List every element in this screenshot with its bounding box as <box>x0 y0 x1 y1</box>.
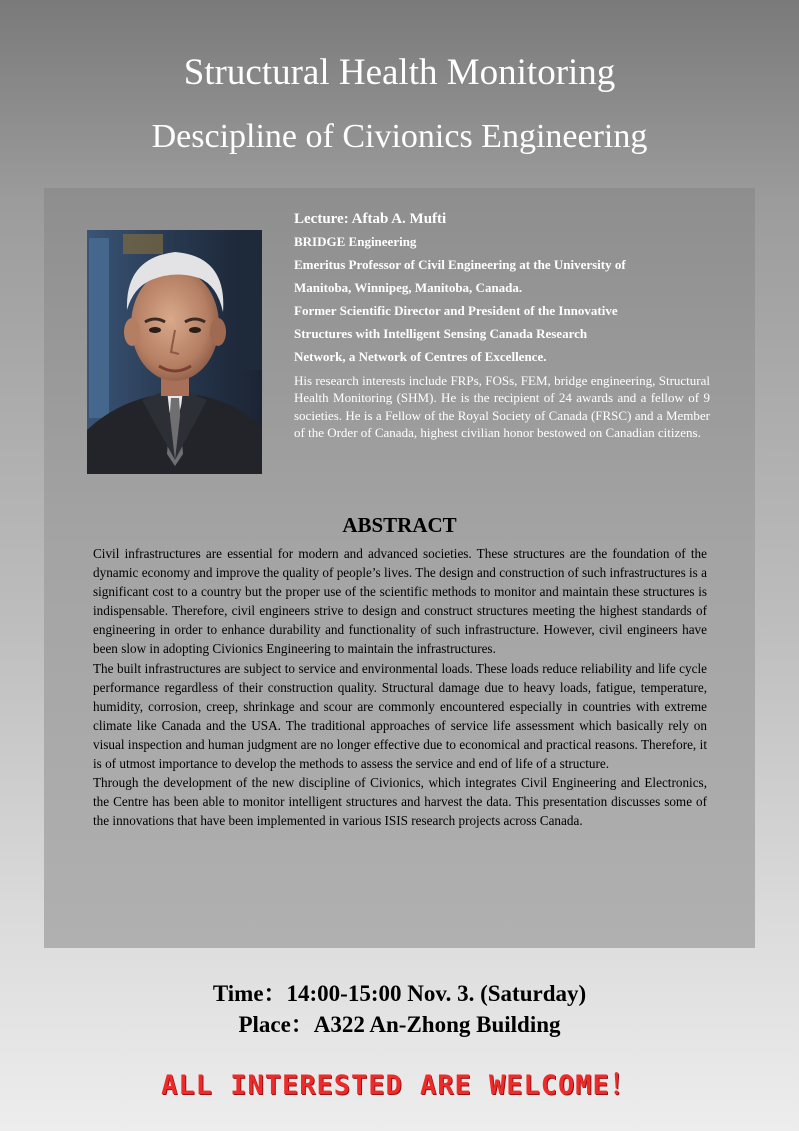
event-place: Place：A322 An-Zhong Building <box>238 1012 561 1037</box>
speaker-research-interests: His research interests include FRPs, FOSs, FEM, bridge engineering, Structural Health Monitoring (SHM). He is the recipient of 24 awards and a fellow of 9 societies. He is a Fellow of the Royal Society of Canada (FRSC) and a Member of the Order of Canada, highest civilian honor bestowed on Canadian citizens. <box>294 373 710 440</box>
speaker-position-line: Network, a Network of Centres of Excellence. <box>294 349 547 364</box>
speaker-affiliation: BRIDGE Engineering <box>294 234 417 249</box>
speaker-position-line: Structures with Intelligent Sensing Canada Research <box>294 326 588 341</box>
speaker-position-line: Emeritus Professor of Civil Engineering at the University of <box>294 257 626 272</box>
speaker-photo <box>87 230 262 474</box>
welcome-banner: ALL INTERESTED ARE WELCOME！ <box>161 1070 638 1101</box>
abstract-paragraph: The built infrastructures are subject to service and environmental loads. These loads reduce reliability and life cycle performance regardless of their construction quality. Structural damage due to heavy loads, fatigue, temperature, humidity, corrosion, creep, shrinkage and scour are commonly encountered especially in countries with extreme climate like Canada and the USA. The traditional approaches of service life assessment which basically rely on visual inspection and human judgment are no longer effective due to economical and practical reasons. Therefore, it is of utmost importance to develop the methods to assess the service and end of life of a structure. <box>93 660 707 772</box>
abstract-paragraph: Civil infrastructures are essential for modern and advanced societies. These structures are the foundation of the dynamic economy and improve the quality of people’s lives. The design and construction of such infrastructures is a significant cost to a country but the proper use of the scientific methods to monitor and maintain these structures is indispensable. Therefore, civil engineers strive to design and construct structures meeting the highest standards of engineering in order to enhance durability and functionality of such infrastructure. However, civil engineers have been slow in adopting Civionics Engineering to maintain the infrastructures. <box>93 546 707 657</box>
speaker-position-line: Former Scientific Director and President of the Innovative <box>294 303 618 318</box>
poster-subtitle: Descipline of Civionics Engineering <box>151 118 648 155</box>
lecturer-name: Lecture: Aftab A. Mufti <box>294 211 447 227</box>
abstract-heading: ABSTRACT <box>342 513 457 537</box>
speaker-position-line: Manitoba, Winnipeg, Manitoba, Canada. <box>294 280 523 295</box>
abstract-body <box>93 544 707 830</box>
event-time: Time：14:00-15:00 Nov. 3. (Saturday) <box>212 981 587 1006</box>
speaker-bio <box>294 208 710 441</box>
poster-title: Structural Health Monitoring <box>183 52 616 93</box>
abstract-paragraph: Through the development of the new discipline of Civionics, which integrates Civil Engineering and Electronics, the Centre has been able to monitor intelligent structures and harvest the data. This presentation discusses some of the innovations that have been implemented in various ISIS research projects across Canada. <box>93 775 707 829</box>
